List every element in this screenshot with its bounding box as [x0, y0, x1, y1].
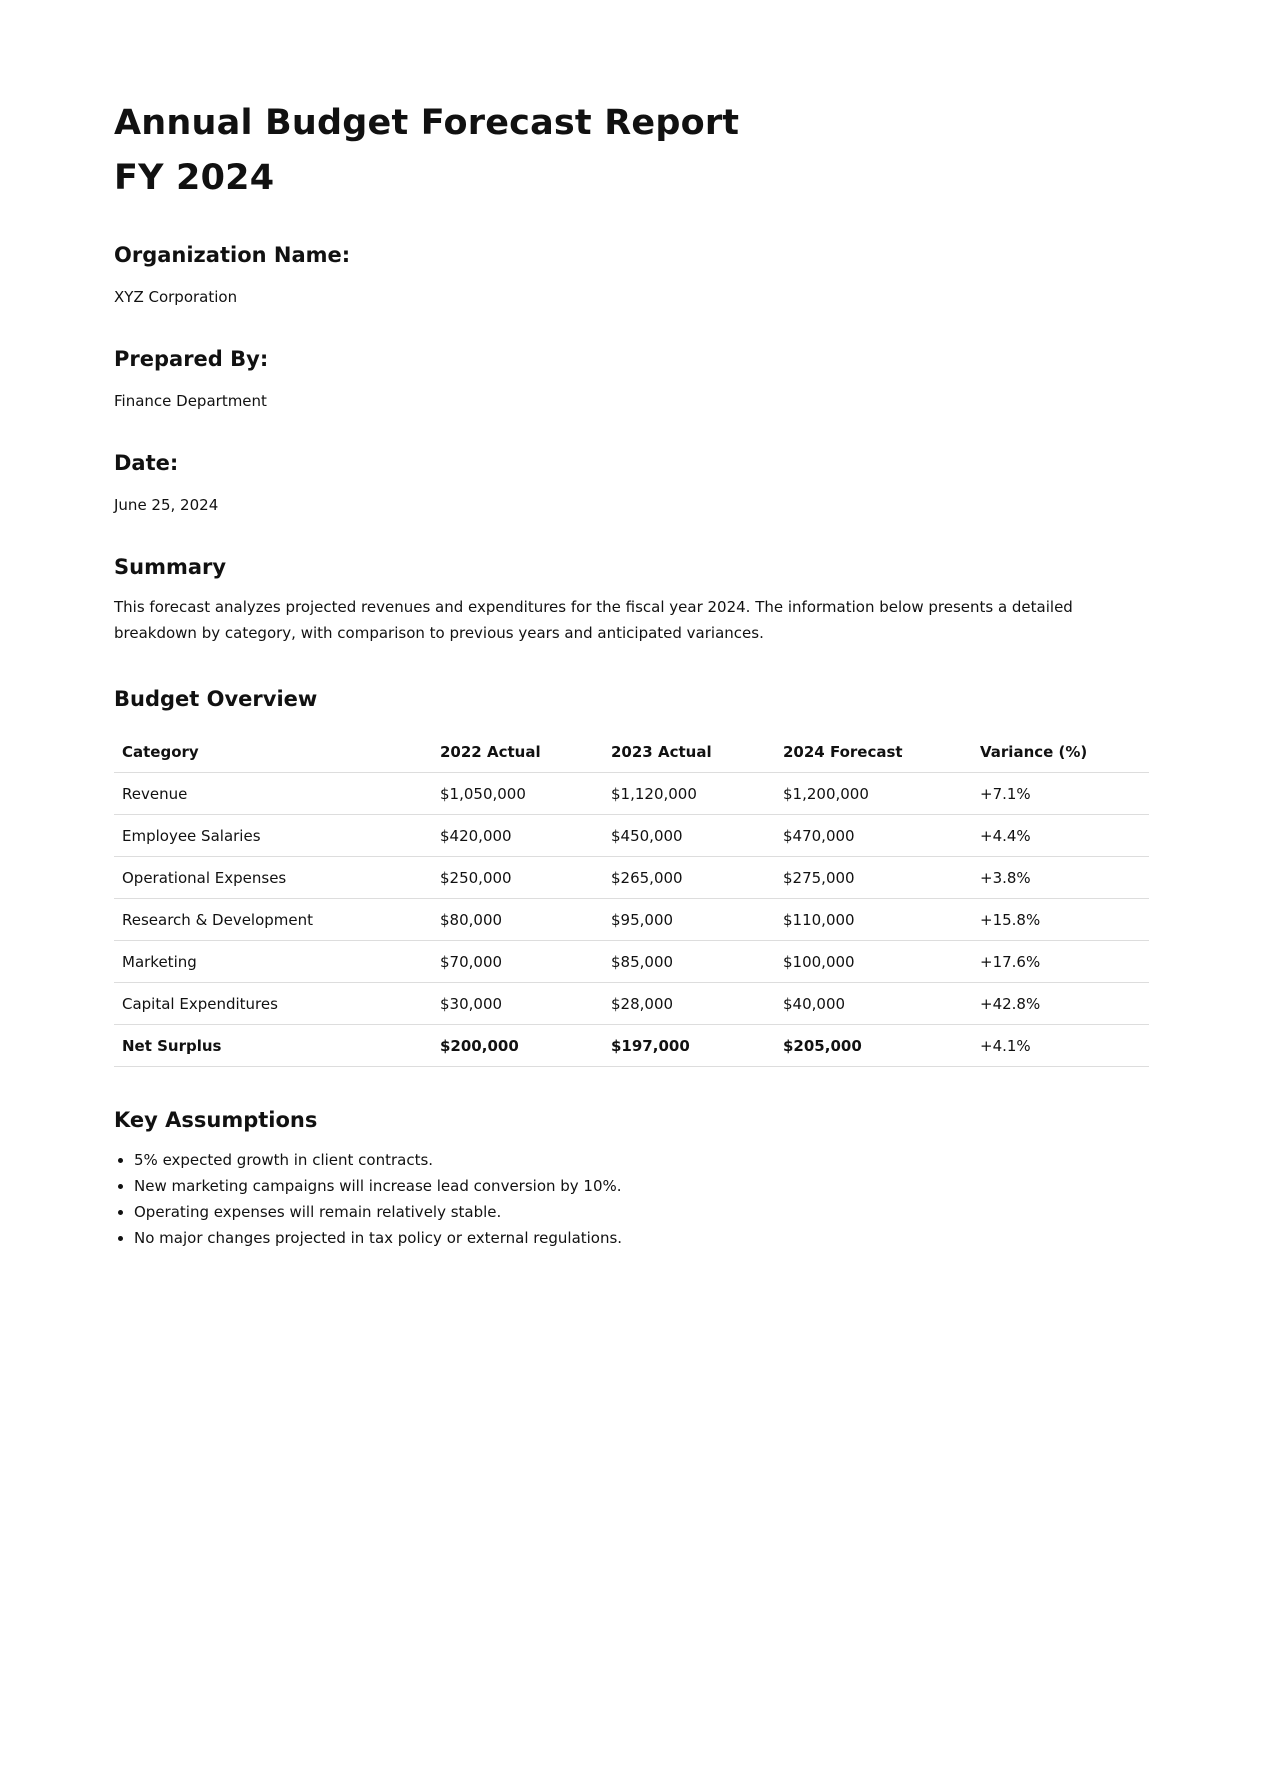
table-cell: $1,050,000 — [432, 773, 603, 815]
report-title-line2: FY 2024 — [114, 158, 275, 198]
key-assumptions-heading: Key Assumptions — [114, 1108, 318, 1132]
table-row — [114, 983, 1149, 1025]
table-row — [114, 857, 1149, 899]
table-cell: $100,000 — [775, 941, 972, 983]
net-surplus-row — [114, 1025, 1149, 1067]
budget-overview-heading: Budget Overview — [114, 687, 318, 711]
list-item: • New marketing campaigns will increase lead conversion by 10%. — [134, 1173, 1149, 1199]
report-title-line1: Annual Budget Forecast Report — [114, 103, 740, 143]
table-cell: $80,000 — [432, 899, 603, 941]
organization-value: XYZ Corporation — [114, 288, 238, 306]
net-surplus-2022: $200,000 — [432, 1025, 603, 1067]
budget-overview-table — [114, 732, 1149, 1067]
table-cell: +7.1% — [972, 773, 1149, 815]
table-cell: Research & Development — [114, 899, 432, 941]
date-label: Date: — [114, 451, 179, 475]
summary-text: This forecast analyzes projected revenues and expenditures for the fiscal year 2024. The information below presents a detailed breakdown by category, with comparison to previous years and anticipated variances. — [114, 598, 1073, 642]
summary-heading: Summary — [114, 555, 227, 579]
table-cell: Employee Salaries — [114, 815, 432, 857]
table-cell: +3.8% — [972, 857, 1149, 899]
table-cell: $450,000 — [603, 815, 775, 857]
net-surplus-2024: $205,000 — [775, 1025, 972, 1067]
table-cell: $95,000 — [603, 899, 775, 941]
table-cell: +17.6% — [972, 941, 1149, 983]
table-row — [114, 941, 1149, 983]
table-cell: $420,000 — [432, 815, 603, 857]
table-cell: $110,000 — [775, 899, 972, 941]
net-surplus-variance: +4.1% — [972, 1025, 1149, 1067]
table-cell: $85,000 — [603, 941, 775, 983]
net-surplus-label: Net Surplus — [114, 1025, 432, 1067]
table-cell: $40,000 — [775, 983, 972, 1025]
table-cell: Marketing — [114, 941, 432, 983]
table-cell: Capital Expenditures — [114, 983, 432, 1025]
list-item: • Operating expenses will remain relatively stable. — [134, 1199, 1149, 1225]
column-header-2022-actual: 2022 Actual — [432, 732, 603, 773]
column-header-variance: Variance (%) — [972, 732, 1149, 773]
column-header-category: Category — [114, 732, 432, 773]
table-cell: $265,000 — [603, 857, 775, 899]
table-cell: $70,000 — [432, 941, 603, 983]
key-assumptions-list — [114, 1147, 1149, 1251]
organization-label: Organization Name: — [114, 243, 351, 267]
prepared-by-label: Prepared By: — [114, 347, 269, 371]
list-item: • No major changes projected in tax policy or external regulations. — [134, 1225, 1149, 1251]
report-title — [114, 96, 1149, 206]
table-cell: Operational Expenses — [114, 857, 432, 899]
table-cell: +42.8% — [972, 983, 1149, 1025]
table-cell: +15.8% — [972, 899, 1149, 941]
table-cell: $30,000 — [432, 983, 603, 1025]
table-cell: Revenue — [114, 773, 432, 815]
table-row — [114, 815, 1149, 857]
prepared-by-value: Finance Department — [114, 392, 267, 410]
table-row — [114, 773, 1149, 815]
table-cell: $28,000 — [603, 983, 775, 1025]
column-header-2024-forecast: 2024 Forecast — [775, 732, 972, 773]
table-header-row — [114, 732, 1149, 773]
table-cell: $1,120,000 — [603, 773, 775, 815]
table-cell: $1,200,000 — [775, 773, 972, 815]
net-surplus-2023: $197,000 — [603, 1025, 775, 1067]
list-item: • 5% expected growth in client contracts. — [134, 1147, 1149, 1173]
table-cell: $275,000 — [775, 857, 972, 899]
column-header-2023-actual: 2023 Actual — [603, 732, 775, 773]
date-value: June 25, 2024 — [114, 496, 219, 514]
table-cell: +4.4% — [972, 815, 1149, 857]
table-cell: $250,000 — [432, 857, 603, 899]
table-cell: $470,000 — [775, 815, 972, 857]
table-row — [114, 899, 1149, 941]
